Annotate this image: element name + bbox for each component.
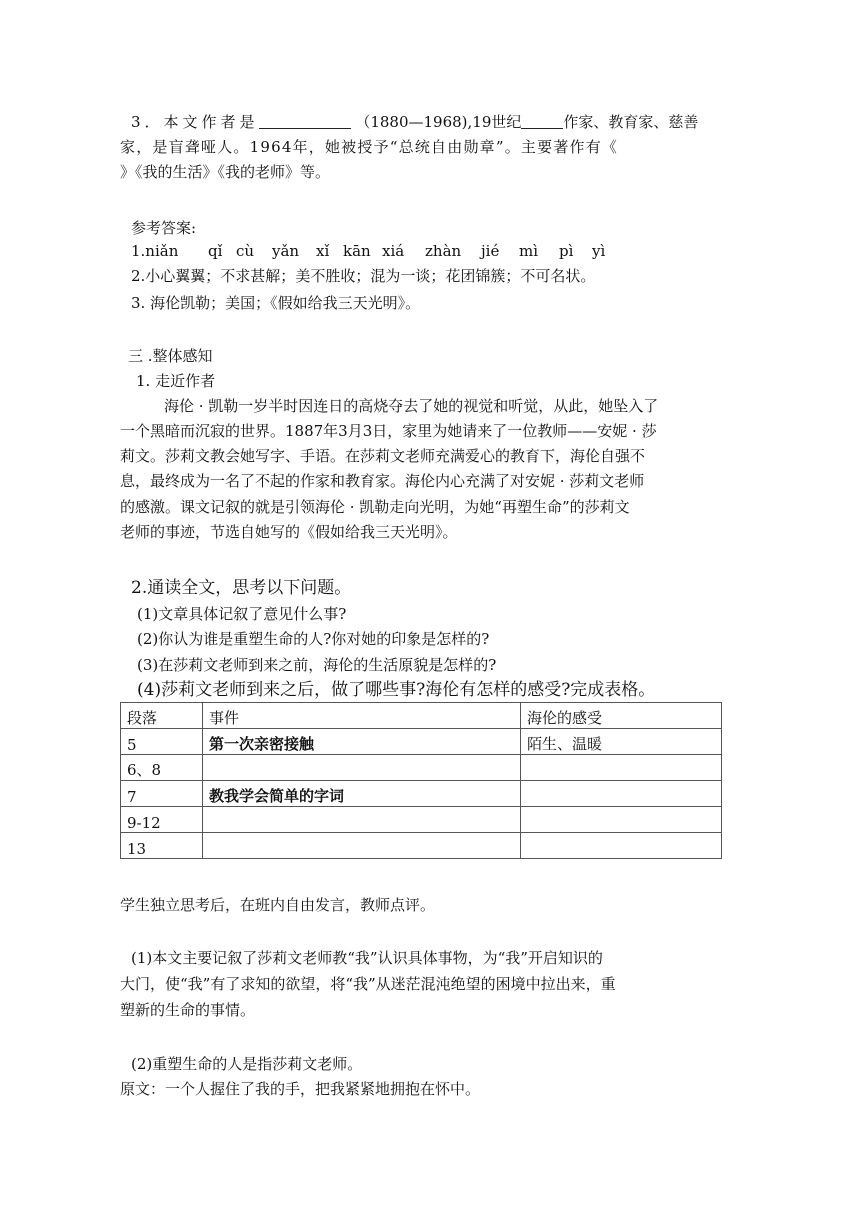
pinyin-item: mì [519, 242, 539, 260]
question3-text-b: （1880—1968),19世纪 [355, 113, 522, 131]
discussion-answer1-line: 大门，使“我”有了求知的欲望，将“我”从迷茫混沌绝望的困境中拉出来，重 [120, 975, 616, 993]
table-cell [521, 781, 722, 807]
table-header-row [121, 703, 722, 729]
author-blank [259, 112, 351, 129]
table-cell [521, 755, 722, 781]
table-cell: 9-12 [121, 807, 203, 833]
nationality-blank [521, 112, 563, 129]
reading-question: (1)文章具体记叙了意见什么事? [137, 605, 347, 623]
question3-text-a: 3．本文作者是 [131, 113, 259, 131]
pinyin-item: yì [592, 242, 606, 260]
table-cell [521, 833, 722, 859]
pinyin-answer-line [131, 241, 605, 261]
answer-3: 3. 海伦凯勒；美国；《假如给我三天光明》。 [131, 294, 421, 312]
table-header-cell: 事件 [203, 703, 521, 729]
events-table [120, 702, 722, 859]
discussion-answer1-line: (1)本文主要记叙了莎莉文老师教“我”认识具体事物，为“我”开启知识的 [131, 949, 603, 967]
pinyin-item: cù [236, 242, 255, 260]
discussion-answer2: (2)重塑生命的人是指莎莉文老师。 [131, 1055, 363, 1073]
question3-line2: 家，是盲聋哑人。1964年，她被授予“总统自由勋章”。主要著作有《 [120, 138, 619, 156]
table-cell: 13 [121, 833, 203, 859]
author-intro-line: 的感激。课文记叙的就是引领海伦 · 凯勒走向光明，为她“再塑生命”的莎莉文 [120, 498, 630, 516]
pinyin-item: kān [343, 242, 371, 260]
table-cell: 5 [121, 729, 203, 755]
reading-question: (3)在莎莉文老师到来之前，海伦的生活原貌是怎样的? [137, 656, 497, 674]
pinyin-item: jié [481, 242, 500, 260]
discussion-answer1-line: 塑新的生命的事情。 [120, 1001, 256, 1019]
pinyin-item: zhàn [425, 242, 462, 260]
pinyin-label: 1.niǎn [131, 242, 179, 260]
author-intro-line: 海伦 · 凯勒一岁半时因连日的高烧夺去了她的视觉和听觉，从此，她坠入了 [164, 397, 659, 415]
question3-line3: 》《我的生活》《我的老师》等。 [120, 163, 331, 181]
author-intro-line: 老师的事迹，节选自她写的《假如给我三天光明》。 [120, 523, 458, 541]
table-cell [203, 833, 521, 859]
pinyin-item: yǎn [272, 242, 300, 260]
table-row [121, 807, 722, 833]
pinyin-item: qǐ [208, 242, 223, 260]
table-header-cell: 段落 [121, 703, 203, 729]
discussion-intro: 学生独立思考后，在班内自由发言，教师点评。 [120, 896, 436, 914]
answer-2: 2.小心翼翼；不求甚解；美不胜收；混为一谈；花团锦簇；不可名状。 [131, 267, 596, 285]
table-row [121, 781, 722, 807]
reading-question: (2)你认为谁是重塑生命的人?你对她的印象是怎样的? [137, 630, 490, 648]
table-row [121, 729, 722, 755]
author-intro-line: 莉文。莎莉文教会她写字、手语。在莎莉文老师充满爱心的教育下，海伦自强不 [120, 447, 646, 465]
table-cell [521, 807, 722, 833]
table-cell: 教我学会简单的字词 [203, 781, 521, 807]
table-cell [203, 755, 521, 781]
original-quote: 原文：一个人握住了我的手，把我紧紧地拥抱在怀中。 [120, 1080, 481, 1098]
author-intro-line: 息，最终成为一名了不起的作家和教育家。海伦内心充满了对安妮 · 莎莉文老师 [120, 472, 645, 490]
section3-heading: 三 .整体感知 [128, 347, 213, 365]
table-cell: 第一次亲密接触 [203, 729, 521, 755]
table-cell: 6、8 [121, 755, 203, 781]
pinyin-item: pì [559, 242, 574, 260]
pinyin-item: xǐ [316, 242, 330, 260]
reading-heading: 2.通读全文，思考以下问题。 [131, 578, 352, 598]
answers-heading: 参考答案: [131, 219, 197, 237]
table-cell: 7 [121, 781, 203, 807]
question3-line1 [131, 112, 698, 132]
pinyin-item: xiá [382, 242, 405, 260]
table-row [121, 833, 722, 859]
author-intro-line: 一个黑暗而沉寂的世界。1887年3月3日，家里为她请来了一位教师——安妮 · 莎 [120, 422, 657, 440]
section3-subheading: 1. 走近作者 [136, 372, 216, 390]
table-row [121, 755, 722, 781]
table-cell: 陌生、温暖 [521, 729, 722, 755]
table-header-cell: 海伦的感受 [521, 703, 722, 729]
question3-text-c: 作家、教育家、慈善 [563, 113, 699, 131]
reading-question: (4)莎莉文老师到来之后，做了哪些事?海伦有怎样的感受?完成表格。 [137, 680, 656, 700]
table-cell [203, 807, 521, 833]
